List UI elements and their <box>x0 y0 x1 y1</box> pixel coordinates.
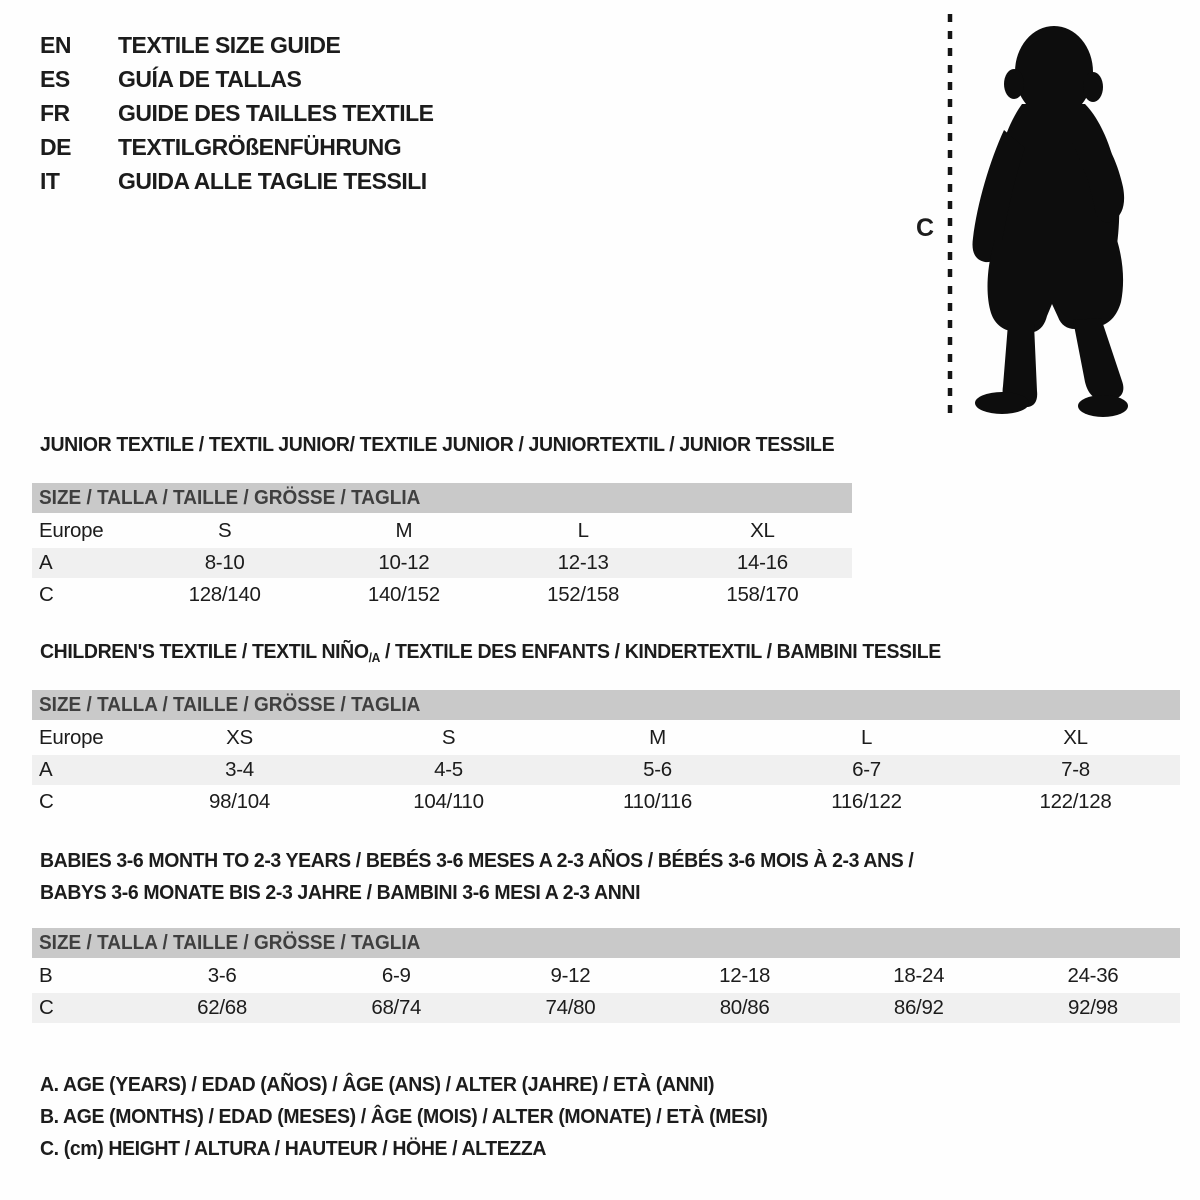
section-title-subscript: /A <box>368 650 380 665</box>
toddler-silhouette-icon <box>962 12 1147 422</box>
language-row <box>40 28 434 62</box>
size-header-bar <box>32 928 1180 958</box>
language-code: FR <box>40 99 70 126</box>
row-label: C <box>39 790 54 813</box>
table-row <box>32 516 852 546</box>
language-row <box>40 96 434 130</box>
row-label: C <box>39 583 54 606</box>
language-row <box>40 164 434 198</box>
table-cell: 92/98 <box>1068 996 1118 1019</box>
section-title-junior: JUNIOR TEXTILE / TEXTIL JUNIOR/ TEXTILE JUNIOR / JUNIORTEXTIL / JUNIOR TESSILE <box>40 433 835 456</box>
language-code: IT <box>40 167 60 194</box>
table-cell: 12-13 <box>557 551 609 574</box>
row-label: Europe <box>39 726 104 749</box>
size-header-bar <box>32 483 852 513</box>
table-cell: 9-12 <box>550 964 591 987</box>
table-row <box>32 787 1180 817</box>
table-cell: 104/110 <box>413 790 484 813</box>
footnote-age-years: A. AGE (YEARS) / EDAD (AÑOS) / ÂGE (ANS) / ALTER (JAHRE) / ETÀ (ANNI) <box>40 1073 715 1096</box>
guide-title: GUIDE DES TAILLES TEXTILE <box>118 99 434 126</box>
table-cell: S <box>441 726 456 749</box>
section-title-line: BABYS 3-6 MONATE BIS 2-3 JAHRE / BAMBINI 3-6 MESI A 2-3 ANNI <box>40 881 641 904</box>
row-label: B <box>39 964 53 987</box>
language-code: EN <box>40 31 71 58</box>
language-code: DE <box>40 133 71 160</box>
table-cell: 152/158 <box>547 583 620 606</box>
table-cell: 5-6 <box>643 758 672 781</box>
language-title-list <box>40 28 434 198</box>
guide-title: GUÍA DE TALLAS <box>118 65 302 92</box>
table-cell: 3-6 <box>207 964 237 987</box>
table-cell: 7-8 <box>1061 758 1090 781</box>
legend-footnotes <box>40 1069 806 1165</box>
guide-title: GUIDA ALLE TAGLIE TESSILI <box>118 167 427 194</box>
table-cell: L <box>577 519 589 542</box>
table-cell: S <box>217 519 232 542</box>
size-header-text: SIZE / TALLA / TAILLE / GRÖSSE / TAGLIA <box>39 932 421 954</box>
row-label: A <box>39 551 53 574</box>
table-cell: XL <box>1063 726 1088 749</box>
table-cell: 140/152 <box>367 583 440 606</box>
table-row <box>32 548 852 578</box>
table-cell: 6-9 <box>381 964 411 987</box>
size-header-text: SIZE / TALLA / TAILLE / GRÖSSE / TAGLIA <box>39 487 421 509</box>
table-cell: 128/140 <box>188 583 261 606</box>
table-cell: 86/92 <box>893 996 944 1019</box>
table-cell: 4-5 <box>434 758 463 781</box>
children-size-table <box>32 690 1180 819</box>
footnote-age-months: B. AGE (MONTHS) / EDAD (MESES) / ÂGE (MOIS) / ALTER (MONATE) / ETÀ (MESI) <box>40 1105 768 1128</box>
table-cell: 24-36 <box>1067 964 1119 987</box>
table-cell: M <box>649 726 666 749</box>
table-cell: XS <box>226 726 253 749</box>
table-cell: 18-24 <box>893 964 945 987</box>
table-row <box>32 723 1180 753</box>
table-cell: L <box>860 726 873 749</box>
section-title-line: BABIES 3-6 MONTH TO 2-3 YEARS / BEBÉS 3-6 MESES A 2-3 AÑOS / BÉBÉS 3-6 MOIS À 2-3 ANS / <box>40 849 914 872</box>
table-row <box>32 580 852 610</box>
table-cell: 62/68 <box>197 996 247 1019</box>
footnote-height-cm: C. (cm) HEIGHT / ALTURA / HAUTEUR / HÖHE / ALTEZZA <box>40 1137 547 1160</box>
guide-title: TEXTILE SIZE GUIDE <box>118 31 341 58</box>
language-row <box>40 130 434 164</box>
table-cell: 116/122 <box>831 790 902 813</box>
table-cell: XL <box>750 519 775 542</box>
table-cell: 98/104 <box>209 790 270 813</box>
section-title-babies <box>40 845 913 909</box>
section-title-text: CHILDREN'S TEXTILE / TEXTIL NIÑO <box>40 640 369 663</box>
table-cell: 122/128 <box>1039 790 1112 813</box>
table-cell: 14-16 <box>736 551 788 574</box>
height-measure-line <box>946 14 954 416</box>
table-cell: 80/86 <box>719 996 770 1019</box>
table-cell: 8-10 <box>204 551 245 574</box>
table-cell: M <box>395 519 413 542</box>
table-row <box>32 755 1180 785</box>
table-cell: 110/116 <box>623 790 692 813</box>
row-label: A <box>39 758 53 781</box>
row-label: C <box>39 996 54 1019</box>
table-cell: 6-7 <box>852 758 881 781</box>
height-measure-label: C <box>916 214 935 242</box>
table-cell: 68/74 <box>371 996 422 1019</box>
table-cell: 12-18 <box>719 964 771 987</box>
language-code: ES <box>40 65 70 92</box>
babies-size-table <box>32 928 1180 1025</box>
section-title-children <box>40 641 941 665</box>
guide-title: TEXTILGRÖßENFÜHRUNG <box>118 133 402 160</box>
table-row <box>32 961 1180 991</box>
table-cell: 3-4 <box>225 758 254 781</box>
table-cell: 158/170 <box>726 583 799 606</box>
size-header-text: SIZE / TALLA / TAILLE / GRÖSSE / TAGLIA <box>39 694 421 716</box>
table-cell: 10-12 <box>378 551 430 574</box>
size-header-bar <box>32 690 1180 720</box>
table-row <box>32 993 1180 1023</box>
row-label: Europe <box>39 519 104 542</box>
junior-size-table <box>32 483 852 612</box>
section-title-text: / TEXTILE DES ENFANTS / KINDERTEXTIL / BAMBINI TESSILE <box>379 640 941 663</box>
table-cell: 74/80 <box>545 996 596 1019</box>
language-row <box>40 62 434 96</box>
